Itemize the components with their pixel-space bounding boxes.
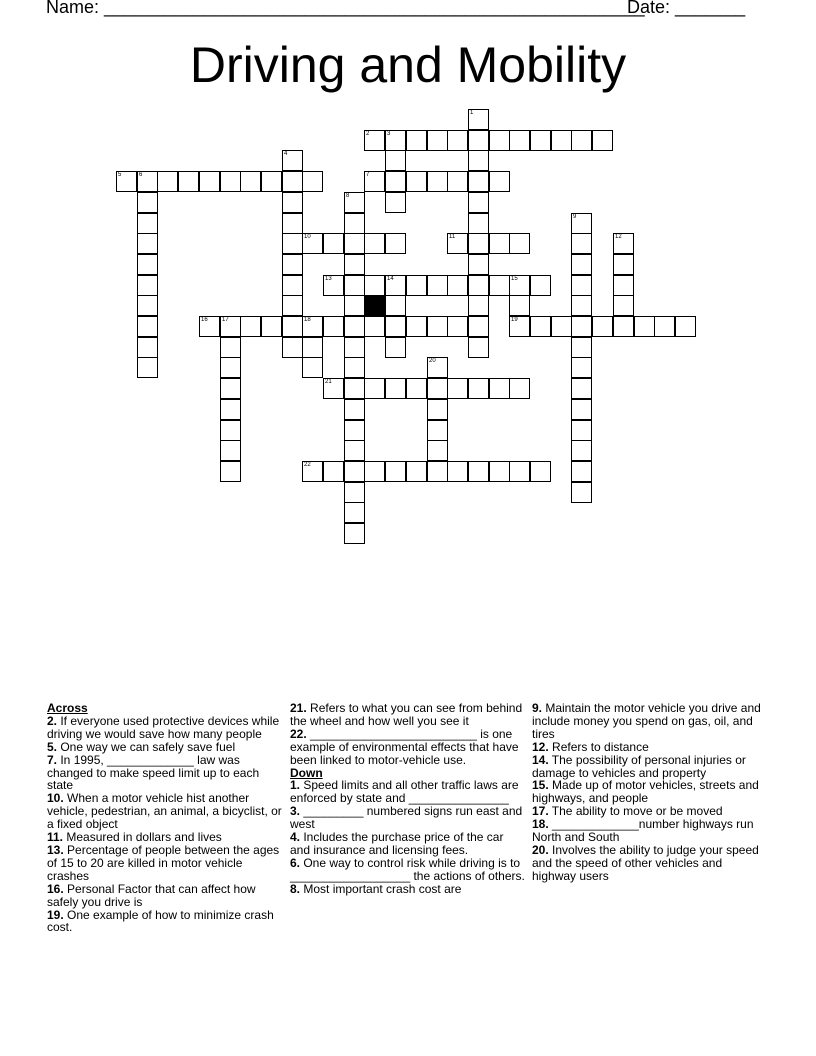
- grid-cell[interactable]: [509, 233, 530, 254]
- grid-cell[interactable]: [509, 295, 530, 316]
- grid-cell[interactable]: [427, 420, 448, 441]
- grid-cell[interactable]: [406, 316, 427, 337]
- grid-cell[interactable]: [344, 295, 365, 316]
- grid-cell[interactable]: [364, 275, 385, 296]
- grid-cell[interactable]: [137, 275, 158, 296]
- clue-label: 22.: [290, 726, 307, 741]
- grid-cell[interactable]: [427, 461, 448, 482]
- grid-cell[interactable]: [489, 461, 510, 482]
- clue-label: 5.: [47, 739, 58, 754]
- grid-cell[interactable]: [240, 316, 261, 337]
- grid-cell[interactable]: [344, 337, 365, 358]
- grid-cell[interactable]: [116, 171, 137, 192]
- grid-cell[interactable]: [509, 316, 530, 337]
- grid-cell[interactable]: [427, 171, 448, 192]
- grid-cell[interactable]: [468, 171, 489, 192]
- clue-number: 18: [304, 317, 311, 323]
- clue-text: _________________________ is one example of environmental effects that have been linked to motor-vehicle use.: [290, 726, 519, 767]
- clue-label: 20.: [532, 842, 549, 857]
- grid-cell[interactable]: [302, 316, 323, 337]
- across-clue: [47, 844, 283, 883]
- grid-cell[interactable]: [427, 275, 448, 296]
- grid-cell[interactable]: [592, 316, 613, 337]
- clue-label: 14.: [532, 752, 549, 767]
- grid-cell[interactable]: [344, 192, 365, 213]
- grid-cell[interactable]: [571, 420, 592, 441]
- grid-cell[interactable]: [137, 337, 158, 358]
- grid-cell[interactable]: [468, 213, 489, 234]
- clue-text: In 1995, _____________ law was changed to make speed limit up to each state: [47, 752, 260, 793]
- name-field-label: Name: ______________________________________________________: [46, 0, 645, 17]
- grid-cell[interactable]: [675, 316, 696, 337]
- grid-cell[interactable]: [344, 482, 365, 503]
- grid-cell[interactable]: [137, 213, 158, 234]
- grid-cell[interactable]: [137, 233, 158, 254]
- grid-cell[interactable]: [613, 295, 634, 316]
- clue-number: 1: [470, 110, 474, 116]
- grid-cell[interactable]: [571, 482, 592, 503]
- grid-cell[interactable]: [468, 233, 489, 254]
- clue-text: Refers to what you can see from behind the wheel and how well you see it: [290, 701, 523, 728]
- grid-cell[interactable]: [344, 502, 365, 523]
- clue-text: Personal Factor that can affect how safely you drive is: [47, 881, 256, 909]
- grid-cell[interactable]: [571, 399, 592, 420]
- down-heading: Down: [290, 765, 323, 780]
- grid-cell[interactable]: [385, 461, 406, 482]
- grid-cell[interactable]: [406, 275, 427, 296]
- grid-cell[interactable]: [344, 523, 365, 544]
- grid-cell[interactable]: [344, 461, 365, 482]
- across-clue: [47, 715, 283, 741]
- down-clue: [532, 702, 768, 741]
- grid-cell[interactable]: [364, 316, 385, 337]
- grid-cell[interactable]: [509, 130, 530, 151]
- grid-cell[interactable]: [137, 171, 158, 192]
- grid-cell[interactable]: [468, 461, 489, 482]
- grid-cell[interactable]: [302, 357, 323, 378]
- grid-cell[interactable]: [447, 461, 468, 482]
- grid-cell[interactable]: [571, 316, 592, 337]
- grid-cell[interactable]: [178, 171, 199, 192]
- down-clue: [290, 831, 526, 857]
- across-clue: [47, 909, 283, 935]
- grid-cell[interactable]: [427, 399, 448, 420]
- down-clue: [290, 857, 526, 883]
- grid-cell[interactable]: [592, 130, 613, 151]
- grid-cell[interactable]: [571, 295, 592, 316]
- grid-cell[interactable]: [551, 316, 572, 337]
- clues-column-2: [290, 702, 526, 896]
- grid-cell[interactable]: [613, 254, 634, 275]
- clue-label: 19.: [47, 907, 64, 922]
- grid-cell[interactable]: [220, 378, 241, 399]
- grid-cell[interactable]: [220, 461, 241, 482]
- grid-cell[interactable]: [468, 378, 489, 399]
- grid-cell[interactable]: [323, 316, 344, 337]
- grid-cell[interactable]: [530, 461, 551, 482]
- grid-cell[interactable]: [509, 461, 530, 482]
- grid-cell[interactable]: [468, 109, 489, 130]
- clue-text: One example of how to minimize crash cost.: [47, 907, 274, 935]
- grid-cell[interactable]: [427, 130, 448, 151]
- clue-label: 4.: [290, 830, 301, 845]
- grid-cell[interactable]: [364, 233, 385, 254]
- grid-cell[interactable]: [302, 337, 323, 358]
- clues-column-3: [532, 702, 768, 883]
- clue-text: _____________number highways run North and South: [532, 817, 754, 845]
- clue-label: 17.: [532, 804, 549, 819]
- page-title: Driving and Mobility: [189, 37, 627, 93]
- grid-cell[interactable]: [220, 440, 241, 461]
- clue-text: The possibility of personal injuries or damage to vehicles and property: [532, 752, 746, 780]
- grid-cell[interactable]: [427, 440, 448, 461]
- down-clue: [532, 844, 768, 883]
- grid-cell[interactable]: [571, 337, 592, 358]
- clue-number: 8: [346, 193, 350, 199]
- grid-cell[interactable]: [385, 316, 406, 337]
- clue-text: Refers to distance: [548, 739, 649, 754]
- grid-cell[interactable]: [344, 233, 365, 254]
- date-field-label: Date: _______: [627, 0, 746, 17]
- grid-cell[interactable]: [385, 130, 406, 151]
- clue-label: 8.: [290, 881, 301, 896]
- grid-cell[interactable]: [344, 275, 365, 296]
- grid-cell[interactable]: [344, 213, 365, 234]
- grid-cell[interactable]: [282, 233, 303, 254]
- grid-cell[interactable]: [261, 316, 282, 337]
- clue-label: 1.: [290, 778, 301, 793]
- grid-cell[interactable]: [282, 213, 303, 234]
- grid-cell[interactable]: [447, 233, 468, 254]
- clue-text: Involves the ability to judge your speed and the speed of other vehicles and highway users: [532, 842, 759, 883]
- across-clue: [47, 883, 283, 909]
- grid-cell[interactable]: [489, 130, 510, 151]
- grid-cell[interactable]: [137, 254, 158, 275]
- clue-text: _________ numbered signs run east and west: [290, 804, 523, 832]
- grid-cell[interactable]: [323, 378, 344, 399]
- grid-cell[interactable]: [634, 316, 655, 337]
- clue-number: 9: [573, 214, 577, 220]
- clue-number: 22: [304, 462, 311, 468]
- grid-cell[interactable]: [137, 295, 158, 316]
- grid-cell[interactable]: [571, 213, 592, 234]
- clue-number: 16: [201, 317, 208, 323]
- grid-cell[interactable]: [468, 295, 489, 316]
- clue-label: 6.: [290, 855, 301, 870]
- grid-cell[interactable]: [385, 150, 406, 171]
- black-cell: [364, 295, 385, 316]
- grid-cell[interactable]: [571, 357, 592, 378]
- grid-cell[interactable]: [199, 171, 220, 192]
- clue-number: 13: [325, 276, 332, 282]
- grid-cell[interactable]: [385, 378, 406, 399]
- grid-cell[interactable]: [282, 171, 303, 192]
- grid-cell[interactable]: [468, 316, 489, 337]
- grid-cell[interactable]: [282, 295, 303, 316]
- grid-cell[interactable]: [551, 130, 572, 151]
- grid-cell[interactable]: [220, 337, 241, 358]
- grid-cell[interactable]: [323, 275, 344, 296]
- grid-cell[interactable]: [530, 275, 551, 296]
- clue-number: 10: [304, 234, 311, 240]
- clue-number: 17: [222, 317, 229, 323]
- clue-number: 19: [511, 317, 518, 323]
- grid-cell[interactable]: [509, 275, 530, 296]
- grid-cell[interactable]: [199, 316, 220, 337]
- clue-number: 11: [449, 234, 456, 240]
- grid-cell[interactable]: [282, 192, 303, 213]
- clues-column-1: [47, 702, 283, 934]
- grid-cell[interactable]: [137, 357, 158, 378]
- grid-cell[interactable]: [468, 275, 489, 296]
- grid-cell[interactable]: [447, 316, 468, 337]
- grid-cell[interactable]: [344, 440, 365, 461]
- grid-cell[interactable]: [385, 171, 406, 192]
- down-clue: [290, 805, 526, 831]
- grid-cell[interactable]: [571, 461, 592, 482]
- clue-label: 16.: [47, 881, 64, 896]
- clue-label: 12.: [532, 739, 549, 754]
- grid-cell[interactable]: [447, 171, 468, 192]
- down-clue: [290, 779, 526, 805]
- clue-text: Most important crash cost are: [300, 881, 462, 896]
- grid-cell[interactable]: [364, 130, 385, 151]
- grid-cell[interactable]: [137, 192, 158, 213]
- grid-cell[interactable]: [385, 192, 406, 213]
- clue-text: One way to control risk while driving is to __________________ the actions of others.: [290, 855, 525, 883]
- grid-cell[interactable]: [489, 275, 510, 296]
- clue-text: Speed limits and all other traffic laws are enforced by state and _______________: [290, 778, 519, 806]
- grid-cell[interactable]: [468, 150, 489, 171]
- grid-cell[interactable]: [344, 254, 365, 275]
- grid-cell[interactable]: [344, 420, 365, 441]
- clue-text: Made up of motor vehicles, streets and highways, and people: [532, 778, 759, 806]
- grid-cell[interactable]: [385, 233, 406, 254]
- grid-cell[interactable]: [406, 171, 427, 192]
- grid-cell[interactable]: [613, 275, 634, 296]
- across-clue: [47, 792, 283, 831]
- clue-label: 2.: [47, 713, 58, 728]
- clue-label: 7.: [47, 752, 58, 767]
- grid-cell[interactable]: [282, 275, 303, 296]
- grid-cell[interactable]: [406, 378, 427, 399]
- across-clue: [290, 728, 526, 767]
- grid-cell[interactable]: [282, 254, 303, 275]
- down-clue: [290, 883, 526, 896]
- grid-cell[interactable]: [571, 378, 592, 399]
- grid-cell[interactable]: [509, 378, 530, 399]
- grid-cell[interactable]: [427, 378, 448, 399]
- across-clue: [47, 754, 283, 793]
- grid-cell[interactable]: [261, 171, 282, 192]
- clue-label: 15.: [532, 778, 549, 793]
- grid-cell[interactable]: [364, 378, 385, 399]
- grid-cell[interactable]: [302, 461, 323, 482]
- grid-cell[interactable]: [282, 316, 303, 337]
- clue-text: If everyone used protective devices while driving we would save how many people: [47, 713, 280, 741]
- grid-cell[interactable]: [364, 461, 385, 482]
- grid-cell[interactable]: [613, 233, 634, 254]
- clue-text: The ability to move or be moved: [548, 804, 723, 819]
- grid-cell[interactable]: [344, 357, 365, 378]
- grid-cell[interactable]: [282, 337, 303, 358]
- grid-cell[interactable]: [220, 357, 241, 378]
- clue-number: 20: [429, 358, 436, 364]
- clue-label: 10.: [47, 791, 64, 806]
- grid-cell[interactable]: [571, 254, 592, 275]
- clue-number: 21: [325, 379, 332, 385]
- grid-cell[interactable]: [468, 254, 489, 275]
- grid-cell[interactable]: [427, 316, 448, 337]
- clue-text: Measured in dollars and lives: [63, 830, 222, 845]
- grid-cell[interactable]: [240, 171, 261, 192]
- grid-cell[interactable]: [220, 420, 241, 441]
- clue-label: 9.: [532, 701, 543, 715]
- clue-label: 3.: [290, 804, 301, 819]
- clue-label: 21.: [290, 701, 307, 715]
- grid-cell[interactable]: [447, 275, 468, 296]
- grid-cell[interactable]: [385, 337, 406, 358]
- clue-number: 5: [118, 172, 122, 178]
- grid-cell[interactable]: [530, 130, 551, 151]
- grid-cell[interactable]: [489, 233, 510, 254]
- grid-cell[interactable]: [468, 130, 489, 151]
- down-clue: [532, 754, 768, 780]
- grid-cell[interactable]: [385, 275, 406, 296]
- grid-cell[interactable]: [406, 130, 427, 151]
- grid-cell[interactable]: [489, 378, 510, 399]
- grid-cell[interactable]: [302, 233, 323, 254]
- grid-cell[interactable]: [302, 171, 323, 192]
- across-clue: [290, 702, 526, 728]
- grid-cell[interactable]: [468, 337, 489, 358]
- clue-number: 4: [284, 151, 288, 157]
- clue-text: Percentage of people between the ages of 15 to 20 are killed in motor vehicle crashes: [47, 842, 280, 883]
- grid-cell[interactable]: [571, 130, 592, 151]
- clue-number: 14: [387, 276, 394, 282]
- clue-text: When a motor vehicle hist another vehicle, pedestrian, an animal, a bicyclist, or a fixed object: [47, 791, 282, 832]
- grid-cell[interactable]: [571, 440, 592, 461]
- clue-text: One way we can safely save fuel: [57, 739, 236, 754]
- clue-number: 6: [139, 172, 143, 178]
- grid-cell[interactable]: [571, 233, 592, 254]
- grid-cell[interactable]: [323, 461, 344, 482]
- grid-cell[interactable]: [157, 171, 178, 192]
- grid-cell[interactable]: [220, 399, 241, 420]
- down-clue: [532, 779, 768, 805]
- clue-text: Includes the purchase price of the car and insurance and licensing fees.: [290, 830, 504, 857]
- across-heading: Across: [47, 701, 88, 715]
- clue-label: 11.: [47, 830, 64, 845]
- clue-label: 18.: [532, 817, 549, 832]
- clue-label: 13.: [47, 842, 64, 857]
- grid-cell[interactable]: [220, 316, 241, 337]
- grid-cell[interactable]: [447, 378, 468, 399]
- clue-number: 7: [366, 172, 370, 178]
- clue-number: 12: [615, 234, 622, 240]
- grid-cell[interactable]: [571, 275, 592, 296]
- clue-number: 3: [387, 131, 391, 137]
- grid-cell[interactable]: [654, 316, 675, 337]
- grid-cell[interactable]: [406, 461, 427, 482]
- grid-cell[interactable]: [468, 192, 489, 213]
- grid-cell[interactable]: [427, 357, 448, 378]
- grid-cell[interactable]: [530, 316, 551, 337]
- clue-text: Maintain the motor vehicle you drive and include money you spend on gas, oil, and tires: [532, 701, 761, 741]
- grid-cell[interactable]: [344, 378, 365, 399]
- down-clue: [532, 818, 768, 844]
- grid-cell[interactable]: [447, 130, 468, 151]
- clue-number: 2: [366, 131, 370, 137]
- grid-cell[interactable]: [137, 316, 158, 337]
- grid-cell[interactable]: [323, 233, 344, 254]
- grid-cell[interactable]: [489, 171, 510, 192]
- grid-cell[interactable]: [613, 316, 634, 337]
- grid-cell[interactable]: [282, 150, 303, 171]
- grid-cell[interactable]: [220, 171, 241, 192]
- grid-cell[interactable]: [385, 295, 406, 316]
- clue-number: 15: [511, 276, 518, 282]
- grid-cell[interactable]: [344, 316, 365, 337]
- grid-cell[interactable]: [364, 171, 385, 192]
- grid-cell[interactable]: [344, 399, 365, 420]
